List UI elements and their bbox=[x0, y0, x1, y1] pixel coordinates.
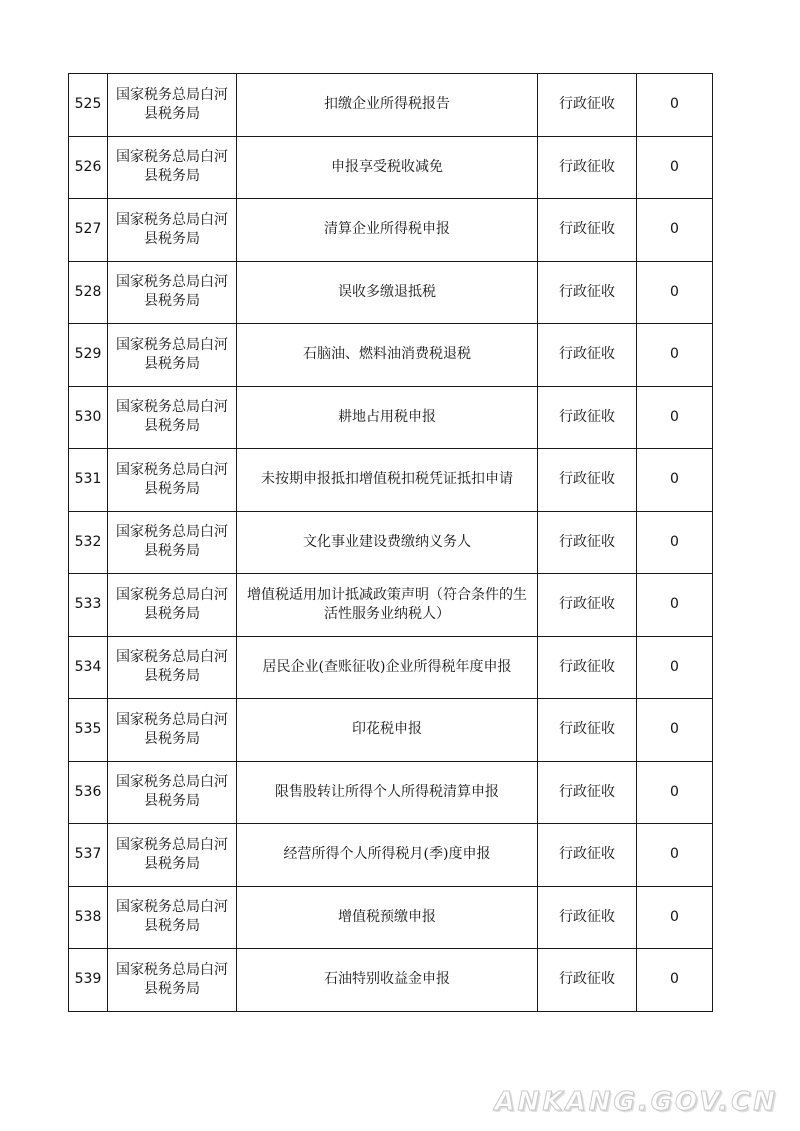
row-number: 527 bbox=[69, 199, 108, 262]
department-cell: 国家税务总局白河县税务局 bbox=[108, 574, 237, 637]
row-number: 533 bbox=[69, 574, 108, 637]
department-cell: 国家税务总局白河县税务局 bbox=[108, 511, 237, 574]
category-cell: 行政征收 bbox=[538, 386, 637, 449]
table-row bbox=[69, 949, 713, 1012]
category-cell: 行政征收 bbox=[538, 511, 637, 574]
count-cell: 0 bbox=[637, 136, 713, 199]
count-cell: 0 bbox=[637, 699, 713, 762]
count-cell: 0 bbox=[637, 824, 713, 887]
table-row bbox=[69, 699, 713, 762]
department-cell: 国家税务总局白河县税务局 bbox=[108, 699, 237, 762]
table-row bbox=[69, 261, 713, 324]
item-name-cell: 文化事业建设费缴纳义务人 bbox=[237, 511, 538, 574]
item-name-cell: 未按期申报抵扣增值税扣税凭证抵扣申请 bbox=[237, 449, 538, 512]
row-number: 529 bbox=[69, 324, 108, 387]
count-cell: 0 bbox=[637, 949, 713, 1012]
count-cell: 0 bbox=[637, 511, 713, 574]
table-row bbox=[69, 199, 713, 262]
department-cell: 国家税务总局白河县税务局 bbox=[108, 886, 237, 949]
row-number: 530 bbox=[69, 386, 108, 449]
category-cell: 行政征收 bbox=[538, 949, 637, 1012]
item-name-cell: 误收多缴退抵税 bbox=[237, 261, 538, 324]
item-name-cell: 印花税申报 bbox=[237, 699, 538, 762]
count-cell: 0 bbox=[637, 386, 713, 449]
tax-items-table bbox=[68, 73, 713, 1012]
table-row bbox=[69, 636, 713, 699]
item-name-cell: 居民企业(查账征收)企业所得税年度申报 bbox=[237, 636, 538, 699]
department-cell: 国家税务总局白河县税务局 bbox=[108, 449, 237, 512]
item-name-cell: 限售股转让所得个人所得税清算申报 bbox=[237, 761, 538, 824]
department-cell: 国家税务总局白河县税务局 bbox=[108, 324, 237, 387]
category-cell: 行政征收 bbox=[538, 636, 637, 699]
category-cell: 行政征收 bbox=[538, 324, 637, 387]
department-cell: 国家税务总局白河县税务局 bbox=[108, 386, 237, 449]
table-row bbox=[69, 136, 713, 199]
row-number: 528 bbox=[69, 261, 108, 324]
row-number: 539 bbox=[69, 949, 108, 1012]
department-cell: 国家税务总局白河县税务局 bbox=[108, 949, 237, 1012]
item-name-cell: 石油特别收益金申报 bbox=[237, 949, 538, 1012]
table-row bbox=[69, 886, 713, 949]
category-cell: 行政征收 bbox=[538, 199, 637, 262]
count-cell: 0 bbox=[637, 324, 713, 387]
department-cell: 国家税务总局白河县税务局 bbox=[108, 199, 237, 262]
category-cell: 行政征收 bbox=[538, 574, 637, 637]
department-cell: 国家税务总局白河县税务局 bbox=[108, 136, 237, 199]
item-name-cell: 石脑油、燃料油消费税退税 bbox=[237, 324, 538, 387]
row-number: 525 bbox=[69, 74, 108, 137]
table-row bbox=[69, 386, 713, 449]
department-cell: 国家税务总局白河县税务局 bbox=[108, 761, 237, 824]
table-row bbox=[69, 574, 713, 637]
table-row bbox=[69, 511, 713, 574]
count-cell: 0 bbox=[637, 449, 713, 512]
table-body bbox=[69, 74, 713, 1012]
item-name-cell: 扣缴企业所得税报告 bbox=[237, 74, 538, 137]
count-cell: 0 bbox=[637, 199, 713, 262]
category-cell: 行政征收 bbox=[538, 761, 637, 824]
count-cell: 0 bbox=[637, 574, 713, 637]
count-cell: 0 bbox=[637, 761, 713, 824]
department-cell: 国家税务总局白河县税务局 bbox=[108, 74, 237, 137]
table-row bbox=[69, 449, 713, 512]
table-row bbox=[69, 824, 713, 887]
count-cell: 0 bbox=[637, 74, 713, 137]
table-row bbox=[69, 761, 713, 824]
department-cell: 国家税务总局白河县税务局 bbox=[108, 824, 237, 887]
item-name-cell: 增值税适用加计抵减政策声明（符合条件的生活性服务业纳税人） bbox=[237, 574, 538, 637]
category-cell: 行政征收 bbox=[538, 824, 637, 887]
row-number: 538 bbox=[69, 886, 108, 949]
item-name-cell: 申报享受税收减免 bbox=[237, 136, 538, 199]
row-number: 534 bbox=[69, 636, 108, 699]
category-cell: 行政征收 bbox=[538, 449, 637, 512]
row-number: 526 bbox=[69, 136, 108, 199]
item-name-cell: 清算企业所得税申报 bbox=[237, 199, 538, 262]
row-number: 531 bbox=[69, 449, 108, 512]
count-cell: 0 bbox=[637, 886, 713, 949]
table-row bbox=[69, 74, 713, 137]
count-cell: 0 bbox=[637, 636, 713, 699]
category-cell: 行政征收 bbox=[538, 136, 637, 199]
row-number: 532 bbox=[69, 511, 108, 574]
category-cell: 行政征收 bbox=[538, 699, 637, 762]
count-cell: 0 bbox=[637, 261, 713, 324]
row-number: 536 bbox=[69, 761, 108, 824]
item-name-cell: 增值税预缴申报 bbox=[237, 886, 538, 949]
category-cell: 行政征收 bbox=[538, 74, 637, 137]
row-number: 537 bbox=[69, 824, 108, 887]
item-name-cell: 耕地占用税申报 bbox=[237, 386, 538, 449]
table-row bbox=[69, 324, 713, 387]
department-cell: 国家税务总局白河县税务局 bbox=[108, 636, 237, 699]
item-name-cell: 经营所得个人所得税月(季)度申报 bbox=[237, 824, 538, 887]
category-cell: 行政征收 bbox=[538, 261, 637, 324]
watermark: ANKANG.GOV.CN bbox=[494, 1087, 778, 1117]
row-number: 535 bbox=[69, 699, 108, 762]
category-cell: 行政征收 bbox=[538, 886, 637, 949]
department-cell: 国家税务总局白河县税务局 bbox=[108, 261, 237, 324]
